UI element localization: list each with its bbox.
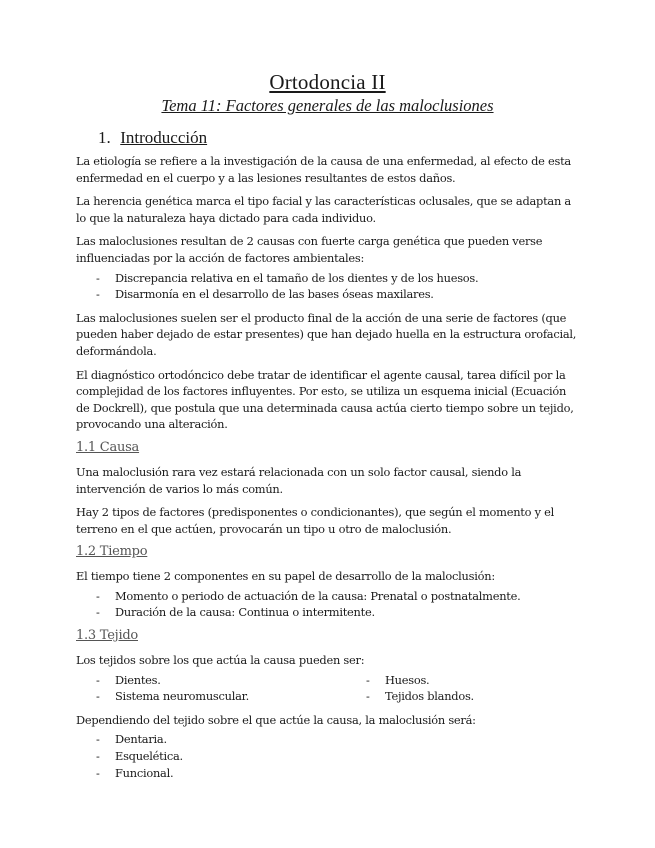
subsection-heading-causa: 1.1 Causa [76, 439, 140, 455]
paragraph-dependiendo: Dependiendo del tejido sobre el que actúe la causa, la maloclusión será: [76, 712, 476, 727]
section-heading-introduccion [98, 128, 207, 148]
section-heading-text: Introducción [120, 128, 208, 147]
document-title: Ortodoncia II [269, 70, 386, 94]
list-tejidos-col1 [76, 672, 346, 705]
list-tejidos-col2 [346, 672, 474, 705]
list-tejidos-two-column [76, 672, 581, 705]
list-item: - Huesos. [366, 672, 430, 687]
list-item: - Tejidos blandos. [366, 689, 474, 704]
paragraph-etiologia: La etiología se refiere a la investigación de la causa de una enfermedad, al efecto de esta enfermedad en el cuerpo y a las lesiones resultantes de estos daños. [76, 154, 571, 185]
section-number: 1. [98, 128, 111, 147]
paragraph-producto-final: Las maloclusiones suelen ser el producto final de la acción de una serie de factores (que pueden haber dejado de estar presentes) que han dejado huella en la estructura orofacial, deformándola. [76, 310, 577, 358]
paragraph-diagnostico: El diagnóstico ortodóncico debe tratar de identificar el agente causal, tarea difícil por la complejidad de los factores influyentes. Por esto, se utiliza un esquema inicial (Ecuación de Dockrell), que postula que una determinada causa actúa cierto tiempo sobre un tejido, provocando una alteración. [76, 367, 574, 432]
document-body [76, 153, 581, 788]
subsection-heading-tejido: 1.3 Tejido [76, 628, 138, 644]
list-item: - Esquelética. [96, 749, 183, 764]
document-subtitle: Tema 11: Factores generales de las maloclusiones [161, 96, 494, 115]
paragraph-herencia: La herencia genética marca el tipo facial y las características oclusales, que se adaptan a lo que la naturaleza haya dictado para cada individuo. [76, 194, 571, 225]
paragraph-maloclusiones-causas: Las maloclusiones resultan de 2 causas con fuerte carga genética que pueden verse influenciadas por la acción de factores ambientales: [76, 234, 543, 265]
list-causas [76, 270, 581, 303]
list-item: - Disarmonía en el desarrollo de las bases óseas maxilares. [96, 287, 434, 302]
list-item: - Momento o periodo de actuación de la causa: Prenatal o postnatalmente. [96, 588, 521, 603]
list-item: - Sistema neuromuscular. [96, 689, 249, 704]
paragraph-causa-2: Hay 2 tipos de factores (predisponentes o condicionantes), que según el momento y el terreno en el que actúen, provocarán un tipo u otro de maloclusión. [76, 505, 555, 536]
list-tipo-maloclusion [76, 731, 581, 781]
list-item: - Dientes. [96, 672, 161, 687]
list-item: - Funcional. [96, 765, 174, 780]
subsection-heading-tiempo: 1.2 Tiempo [76, 544, 148, 560]
paragraph-tiempo: El tiempo tiene 2 componentes en su papel de desarrollo de la maloclusión: [76, 569, 495, 584]
paragraph-causa-1: Una maloclusión rara vez estará relacionada con un solo factor causal, siendo la intervención de varios lo más común. [76, 464, 522, 496]
list-item: - Discrepancia relativa en el tamaño de los dientes y de los huesos. [96, 270, 479, 285]
list-item: - Dentaria. [96, 732, 167, 747]
paragraph-tejido: Los tejidos sobre los que actúa la causa pueden ser: [76, 653, 365, 668]
list-item: - Duración de la causa: Continua o intermitente. [96, 605, 375, 620]
list-tiempo [76, 588, 581, 621]
